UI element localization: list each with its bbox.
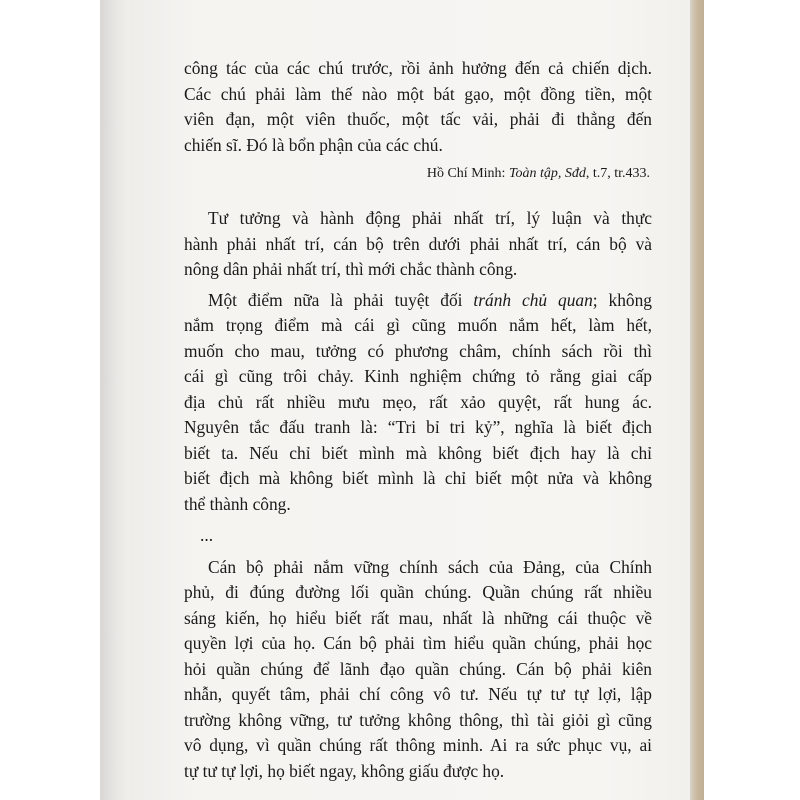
paragraph-line: cái gì cũng trôi chảy. Kinh nghiệm chứng tỏ rằng giai cấp <box>184 366 652 386</box>
paragraph-line: vô dụng, vì quần chúng rất thông minh. Ai ra sức phục vụ, ai <box>184 735 652 755</box>
paragraph-line <box>184 288 652 314</box>
paragraph-line: biết địch mà không biết mình là chỉ biết một nửa và không <box>184 468 652 488</box>
citation-title: Toàn tập, Sđd <box>508 166 586 181</box>
quote-line: công tác của các chú trước, rồi ảnh hưởng đến cả chiến dịch. <box>184 58 652 78</box>
paragraph-1 <box>184 206 652 283</box>
quote-block <box>184 56 652 158</box>
quote-line: Các chú phải làm thế nào một bát gạo, một đồng tiền, một <box>184 83 652 104</box>
paragraph-line: biết ta. Nếu chỉ biết mình mà không biết địch hay là chỉ <box>184 442 652 463</box>
quote-line: chiến sĩ. Đó là bổn phận của các chú. <box>184 134 443 155</box>
ellipsis: ... <box>200 525 214 545</box>
paragraph-line: muốn cho mau, tưởng có phương châm, chính sách rồi thì <box>184 340 652 361</box>
paragraph-line: quyền lợi của họ. Cán bộ phải tìm hiểu quần chúng, phải học <box>184 633 652 653</box>
paragraph-line: sáng kiến, họ hiểu biết rất mau, nhất là những cái thuộc về <box>184 607 652 628</box>
paragraph-line: hỏi quần chúng để lãnh đạo quần chúng. Cán bộ phải kiên <box>184 658 652 679</box>
citation <box>184 164 652 184</box>
paragraph-line: Cán bộ phải nắm vững chính sách của Đảng, của Chính <box>208 556 652 577</box>
citation-author: Hồ Chí Minh: <box>426 166 509 181</box>
book-page-edge <box>690 0 704 800</box>
paragraph-line: Tư tưởng và hành động phải nhất trí, lý luận và thực <box>208 208 652 228</box>
paragraph-line: nắm trọng điểm mà cái gì cũng muốn nắm hết, làm hết, <box>184 315 652 335</box>
paragraph-3 <box>184 555 652 785</box>
quote-line: viên đạn, một viên thuốc, một tấc vải, phải đi thẳng đến <box>184 109 652 129</box>
paragraph-2 <box>184 288 652 518</box>
citation-ref: , t.7, tr.433. <box>585 166 650 181</box>
paragraph-text: ; không <box>592 289 653 310</box>
paragraph-line: nông dân phải nhất trí, thì mới chắc thành công. <box>184 259 518 279</box>
paragraph-line: tự tư tự lợi, họ biết ngay, không giấu được họ. <box>184 760 505 781</box>
emphasis-text: tránh chủ quan <box>473 289 593 310</box>
paragraph-line: nhẫn, quyết tâm, phải chí công vô tư. Nếu tự tư tự lợi, lập <box>184 684 652 704</box>
paragraph-line: hành phải nhất trí, cán bộ trên dưới phải nhất trí, cán bộ và <box>184 233 652 254</box>
paragraph-text: Một điểm nữa là phải tuyệt đối <box>208 289 474 310</box>
paragraph-line: địa chủ rất nhiều mưu mẹo, rất xảo quyệt, rất hung ác. <box>184 391 652 412</box>
paragraph-line: trường không vững, tư tưởng không thông, thì tài giỏi gì cũng <box>184 709 652 730</box>
paragraph-line: phủ, đi đúng đường lối quần chúng. Quần chúng rất nhiều <box>184 582 652 602</box>
paragraph-line: thể thành công. <box>184 493 291 514</box>
paragraph-line: Nguyên tắc đấu tranh là: “Tri bỉ tri kỷ”, nghĩa là biết địch <box>184 417 652 437</box>
page-text <box>184 56 652 784</box>
